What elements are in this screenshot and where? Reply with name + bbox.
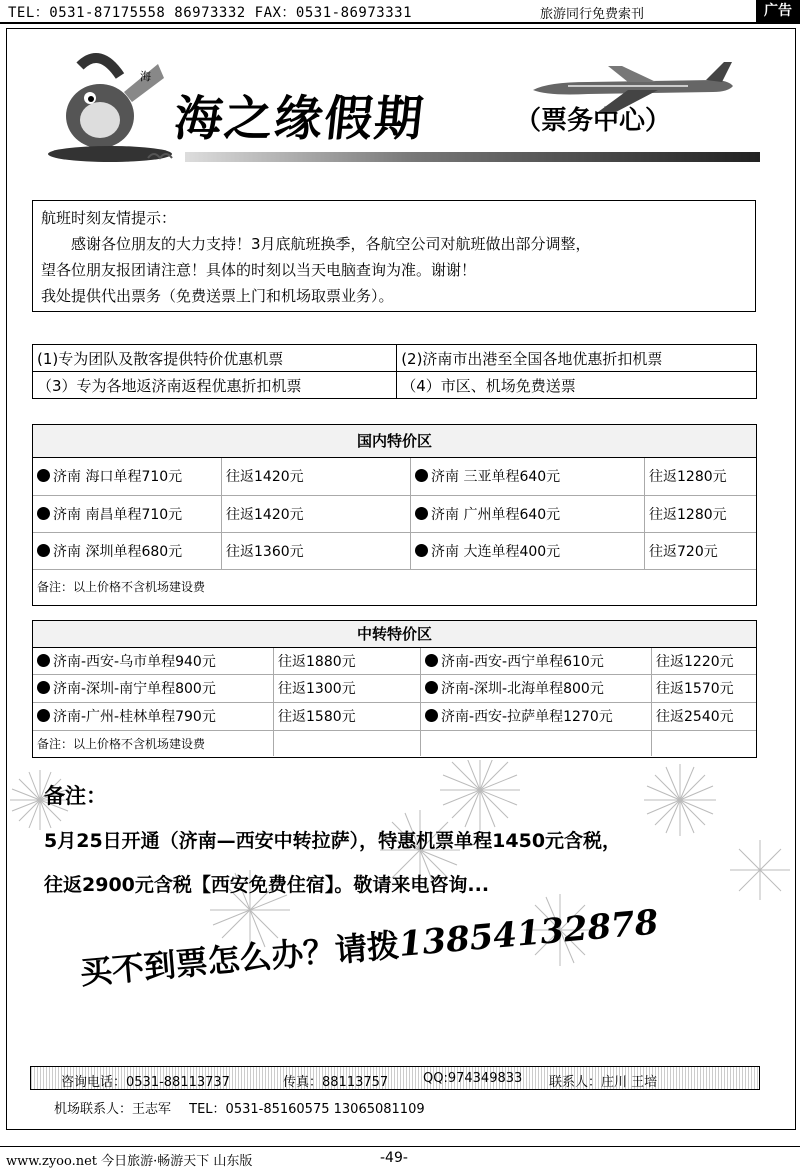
top-tel-fax: TEL：0531-87175558 86973332 FAX：0531-86973331	[8, 5, 413, 21]
route-fare: 济南 南昌单程710元	[53, 506, 183, 523]
round-trip-fare: 往返2540元	[652, 702, 757, 730]
notice-title: 航班时刻友情提示：	[41, 209, 177, 227]
transfer-title: 中转特价区	[33, 621, 756, 648]
table-row	[33, 458, 756, 495]
flight-notice-box	[32, 200, 756, 312]
round-trip-fare: 往返1280元	[645, 458, 757, 495]
table-row	[33, 648, 756, 674]
notice-line: 望各位朋友报团请注意！具体的时刻以当天电脑查询为准。谢谢！	[41, 261, 477, 279]
ad-badge: 广告	[756, 0, 800, 22]
route-fare: 济南 三亚单程640元	[431, 469, 561, 486]
route-fare: 济南-深圳-南宁单程800元	[53, 681, 216, 697]
domestic-price-table	[32, 424, 757, 606]
bullet-icon	[37, 709, 50, 722]
round-trip-fare: 往返1280元	[645, 495, 757, 532]
page-number: -49-	[380, 1150, 408, 1166]
table-row	[33, 702, 756, 730]
contact-phone: 咨询电话：0531-88113737	[61, 1075, 230, 1090]
brand-subtitle: （票务中心）	[515, 106, 672, 136]
airport-contact	[54, 1098, 439, 1117]
domestic-title: 国内特价区	[33, 425, 756, 458]
airport-contact-name: 机场联系人：王志军	[54, 1102, 172, 1117]
top-bar	[0, 0, 800, 22]
transfer-price-table	[32, 620, 757, 758]
round-trip-fare: 往返1360元	[222, 532, 411, 569]
bullet-icon	[37, 544, 50, 557]
contact-bar	[30, 1066, 760, 1090]
bottom-note-line: 5月25日开通（济南—西安中转拉萨），特惠机票单程1450元含税，	[44, 830, 622, 852]
domestic-note: 备注：以上价格不含机场建设费	[37, 579, 206, 594]
round-trip-fare: 往返1880元	[274, 648, 421, 674]
round-trip-fare: 往返1300元	[274, 674, 421, 702]
header-gradient-bar	[185, 152, 760, 162]
airport-contact-tel: TEL：0531-85160575 13065081109	[189, 1102, 425, 1117]
bullet-icon	[37, 654, 50, 667]
route-fare: 济南 广州单程640元	[431, 506, 561, 523]
route-fare: 济南 深圳单程680元	[53, 543, 183, 560]
round-trip-fare: 往返1580元	[274, 702, 421, 730]
route-fare: 济南-西安-乌市单程940元	[53, 653, 216, 670]
slogan-text: 买不到票怎么办？请拨	[78, 926, 401, 992]
service-item: (1)专为团队及散客提供特价优惠机票	[33, 345, 397, 372]
bullet-icon	[415, 469, 428, 482]
route-fare: 济南-西安-西宁单程610元	[441, 653, 604, 670]
table-row	[33, 495, 756, 532]
route-fare: 济南-西安-拉萨单程1270元	[441, 709, 613, 725]
round-trip-fare: 往返1420元	[222, 458, 411, 495]
bottom-note-line: 往返2900元含税【西安免费住宿】。敬请来电咨询...	[44, 874, 490, 896]
contact-fax: 传真：88113757	[283, 1075, 389, 1090]
bullet-icon	[425, 681, 438, 694]
top-divider	[0, 22, 800, 24]
route-fare: 济南-广州-桂林单程790元	[53, 709, 216, 725]
bullet-icon	[415, 544, 428, 557]
footer-divider	[0, 1146, 800, 1147]
round-trip-fare: 往返1420元	[222, 495, 411, 532]
bullet-icon	[37, 469, 50, 482]
round-trip-fare: 往返1570元	[652, 674, 757, 702]
publication-name: 旅游同行免费索刊	[540, 7, 645, 22]
bottom-note-title: 备注：	[44, 784, 107, 808]
route-fare: 济南 大连单程400元	[431, 543, 561, 560]
notice-line: 感谢各位朋友的大力支持！3月底航班换季，各航空公司对航班做出部分调整，	[71, 235, 591, 253]
route-fare: 济南-深圳-北海单程800元	[441, 681, 604, 697]
slogan-phone: 13854132878	[397, 902, 660, 965]
bullet-icon	[415, 507, 428, 520]
contact-qq: QQ:974349833	[423, 1071, 523, 1086]
services-grid	[32, 344, 757, 399]
bullet-icon	[425, 709, 438, 722]
service-item: (2)济南市出港至全国各地优惠折扣机票	[397, 345, 757, 372]
bullet-icon	[37, 507, 50, 520]
footer-site: www.zyoo.net 今日旅游·畅游天下 山东版	[6, 1154, 253, 1169]
bullet-icon	[425, 654, 438, 667]
brand-title: 海之缘假期	[171, 91, 428, 147]
table-row	[33, 674, 756, 702]
bullet-icon	[37, 681, 50, 694]
dolphin-mascot-icon	[40, 36, 180, 166]
round-trip-fare: 往返1220元	[652, 648, 757, 674]
service-item: （3）专为各地返济南返程优惠折扣机票	[33, 372, 397, 399]
transfer-note: 备注：以上价格不含机场建设费	[33, 730, 274, 756]
contact-people: 联系人：庄川 王培	[549, 1075, 658, 1090]
notice-line: 我处提供代出票务（免费送票上门和机场取票业务）。	[41, 287, 394, 305]
service-item: （4）市区、机场免费送票	[397, 372, 757, 399]
round-trip-fare: 往返720元	[645, 532, 757, 569]
table-row	[33, 532, 756, 569]
route-fare: 济南 海口单程710元	[53, 469, 183, 486]
svg-text:海: 海	[140, 70, 151, 83]
airplane-icon	[528, 60, 738, 115]
